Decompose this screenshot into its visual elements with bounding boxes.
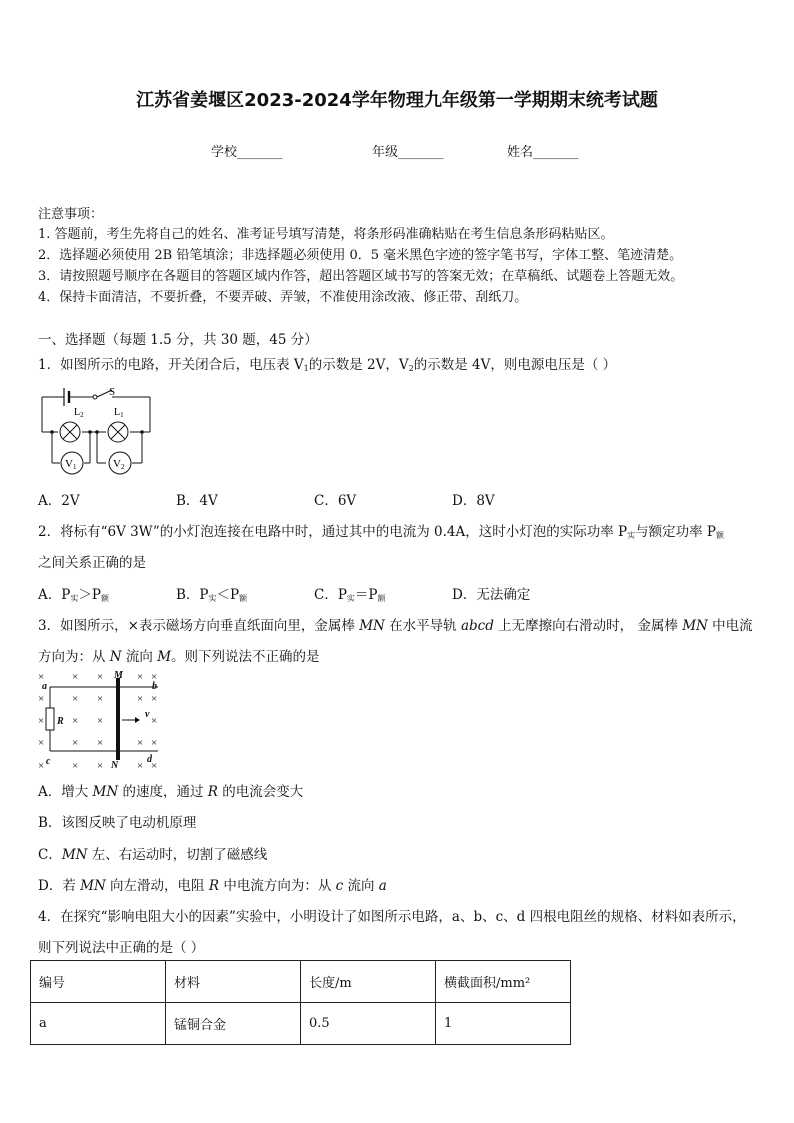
q2-option-b[interactable]: B．$P_实<P_额$	[176, 587, 248, 603]
switch-label: S	[109, 386, 116, 398]
notice-item: 2．选择题必须使用 2B 铅笔填涂；非选择题必须使用 0．5 毫米黑色字迹的签字笔书写，字体工整、笔迹清楚。	[38, 248, 683, 263]
q3-stem-line2: 方向为：从 N 流向 M。则下列说法不正确的是	[38, 649, 320, 665]
table-header-cell: 编号	[31, 961, 166, 1003]
label-n: N	[111, 760, 119, 771]
svg-text:×: ×	[97, 760, 104, 772]
svg-text:×: ×	[137, 737, 144, 749]
metal-rod-mn	[116, 678, 120, 760]
svg-text:×: ×	[38, 693, 45, 705]
q3-stem: 3．如图所示，×表示磁场方向垂直纸面向里，金属棒 MN 在水平导轨 abcd 上无摩擦向右滑动时， 金属棒 MN 中电流	[38, 618, 753, 634]
svg-text:×: ×	[38, 671, 45, 683]
svg-text:×: ×	[151, 693, 158, 705]
q3-option-a[interactable]: A．增大 MN 的速度，通过 R 的电流会变大	[38, 784, 304, 800]
q1-option-b[interactable]: B．4V	[176, 493, 218, 509]
table-cell: 1	[436, 1003, 571, 1045]
table-header-cell: 横截面积/mm²	[436, 961, 571, 1003]
svg-text:×: ×	[151, 671, 158, 683]
svg-text:×: ×	[137, 760, 144, 772]
table-header-row	[31, 961, 571, 1003]
svg-text:×: ×	[38, 737, 45, 749]
table-cell: 0.5	[301, 1003, 436, 1045]
table-cell: a	[31, 1003, 166, 1045]
svg-text:×: ×	[38, 760, 45, 772]
q1-option-a[interactable]: A．2V	[38, 493, 80, 509]
q3-magnetic-field-diagram	[34, 668, 164, 774]
svg-text:×: ×	[97, 737, 104, 749]
velocity-arrowhead	[135, 717, 140, 723]
notice-heading: 注意事项：	[38, 207, 104, 222]
switch-contact	[93, 395, 97, 399]
table-header-cell: 材料	[166, 961, 301, 1003]
table-row	[31, 1003, 571, 1045]
junction-dot	[95, 430, 99, 434]
page-title: 江苏省姜堰区2023-2024学年物理九年级第一学期期末统考试题	[136, 90, 658, 111]
svg-text:×: ×	[72, 737, 79, 749]
svg-text:×: ×	[97, 715, 104, 727]
svg-text:×: ×	[72, 760, 79, 772]
svg-text:×: ×	[137, 693, 144, 705]
svg-text:×: ×	[151, 760, 158, 772]
notice-item: 3．请按照题号顺序在各题目的答题区域内作答，超出答题区域书写的答案无效；在草稿纸、试题卷上答题无效。	[38, 269, 684, 284]
svg-text:×: ×	[72, 715, 79, 727]
q4-stem: 4．在探究“影响电阻大小的因素”实验中，小明设计了如图所示电路，a、b、c、d 四根电阻丝的规格、材料如表所示，	[38, 909, 746, 925]
q1-circuit-diagram	[36, 378, 158, 480]
q2-option-c[interactable]: C．$P_实=P_额$	[314, 587, 386, 603]
section-heading: 一、选择题（每题 1.5 分，共 30 题，45 分）	[38, 332, 318, 348]
lamp-l1-label: $L_1$	[114, 407, 124, 419]
junction-dot	[140, 430, 144, 434]
label-r: R	[57, 716, 64, 727]
label-a: a	[42, 681, 47, 692]
label-c: c	[46, 756, 51, 767]
q3-option-d[interactable]: D．若 MN 向左滑动，电阻 R 中电流方向为：从 c 流向 a	[38, 878, 387, 894]
q3-option-b[interactable]: B．该图反映了电动机原理	[38, 815, 197, 831]
table-header-cell: 长度/m	[301, 961, 436, 1003]
label-v: v	[145, 709, 150, 720]
svg-text:×: ×	[38, 715, 45, 727]
svg-text:×: ×	[151, 737, 158, 749]
lamp-l2	[60, 422, 80, 442]
lamp-l2-label: $L_2$	[74, 407, 84, 419]
magnetic-field-crosses	[38, 671, 157, 772]
q2-stem: 2．将标有“6V 3W”的小灯泡连接在电路中时，通过其中的电流为 0.4A，这时小灯泡的实际功率 $P_实$与额定功率 $P_额$	[38, 524, 724, 540]
notice-item: 4．保持卡面清洁，不要折叠，不要弄破、弄皱，不准使用涂改液、修正带、刮纸刀。	[38, 290, 528, 305]
svg-text:×: ×	[97, 693, 104, 705]
name-field: 姓名_______	[507, 145, 579, 160]
notice-item: 1. 答题前，考生先将自己的姓名、准考证号填写清楚，将条形码准确粘贴在考生信息条形码粘贴区。	[38, 227, 614, 242]
svg-text:×: ×	[137, 671, 144, 683]
q2-stem-line2: 之间关系正确的是	[38, 555, 146, 571]
voltmeter-v1-label: V1	[65, 458, 77, 471]
q1-option-c[interactable]: C．6V	[314, 493, 357, 509]
q4-stem-line2: 则下列说法中正确的是（ ）	[38, 940, 205, 956]
q3-option-c[interactable]: C．MN 左、右运动时，切割了磁感线	[38, 847, 268, 863]
q1-option-d[interactable]: D．8V	[452, 493, 495, 509]
svg-text:×: ×	[151, 715, 158, 727]
lamp-l1	[108, 422, 128, 442]
q1-stem: 1．如图所示的电路，开关闭合后，电压表 $V_1$的示数是 2V，$V_2$的示数是 4V，则电源电压是（ ）	[38, 357, 617, 373]
junction-dot	[50, 430, 54, 434]
q2-option-a[interactable]: A．$P_实>P_额$	[38, 587, 109, 603]
table-cell: 锰铜合金	[166, 1003, 301, 1045]
grade-field: 年级_______	[372, 145, 444, 160]
q2-option-d[interactable]: D．无法确定	[452, 587, 531, 603]
voltmeter-v2-label: V2	[113, 458, 125, 471]
svg-text:×: ×	[72, 693, 79, 705]
school-field: 学校_______	[211, 145, 283, 160]
resistor-r	[46, 708, 54, 730]
junction-dot	[88, 430, 92, 434]
label-b: b	[152, 681, 157, 692]
resistance-wire-table	[30, 960, 571, 1045]
svg-text:×: ×	[72, 671, 79, 683]
svg-text:×: ×	[97, 671, 104, 683]
label-d: d	[147, 754, 152, 765]
label-m: M	[114, 670, 123, 681]
